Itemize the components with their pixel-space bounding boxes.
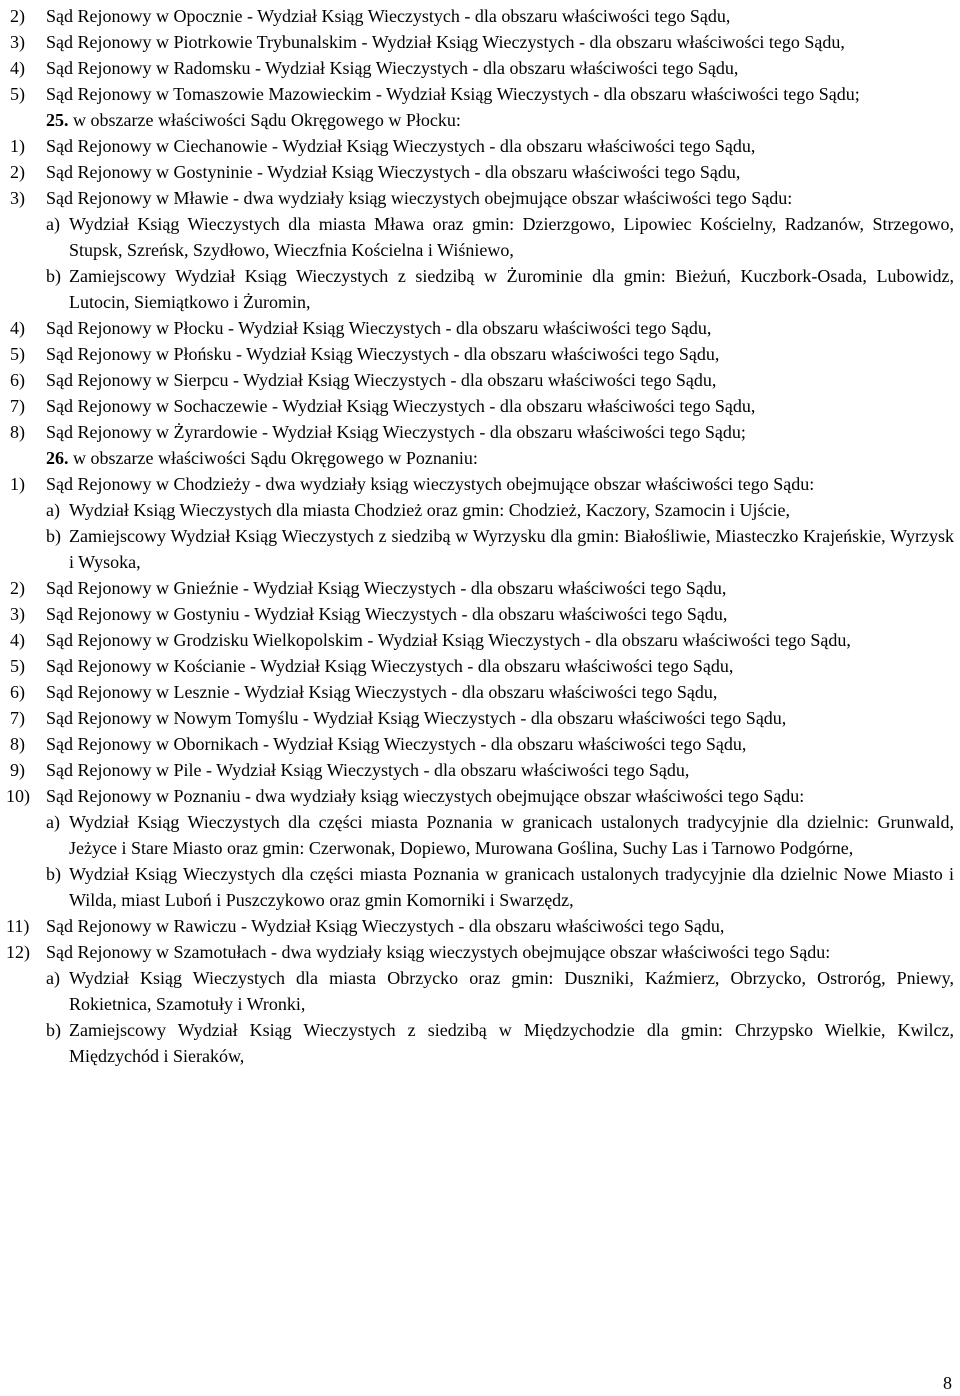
list-item-number: a) [46,812,60,832]
section-heading [10,107,954,133]
list-item [10,133,954,159]
section-number: 25. [46,110,69,130]
list-item-number: b) [46,864,61,884]
list-item [10,185,954,211]
list-item-text: Sąd Rejonowy w Mławie - dwa wydziały ksiąg wieczystych obejmujące obszar właściwości tego Sądu: [46,188,793,208]
list-item-number: 11) [6,916,30,936]
sub-list-item [10,809,954,861]
sub-list-item [10,965,954,1017]
list-item [10,341,954,367]
list-item-number: 1) [10,136,25,156]
list-item [10,81,954,107]
list-item [10,3,954,29]
list-item-text: Sąd Rejonowy w Szamotułach - dwa wydziały ksiąg wieczystych obejmujące obszar właściwości tego Sądu: [46,942,831,962]
list-item-number: 6) [10,370,25,390]
list-item [10,419,954,445]
list-item-number: a) [46,968,60,988]
list-item-text: Sąd Rejonowy w Płocku - Wydział Ksiąg Wieczystych - dla obszaru właściwości tego Sądu, [46,318,712,338]
list-item [6,939,954,965]
list-item-number: 8) [10,734,25,754]
section-heading-text: w obszarze właściwości Sądu Okręgowego w Poznaniu: [73,448,478,468]
list-item-number: 4) [10,630,25,650]
list-item [10,601,954,627]
list-item [6,783,954,809]
list-item-number: 5) [10,344,25,364]
list-item-text: Sąd Rejonowy w Żyrardowie - Wydział Ksiąg Wieczystych - dla obszaru właściwości tego Sądu; [46,422,746,442]
list-item-number: 12) [6,942,30,962]
list-item-number: b) [46,526,61,546]
list-item [10,731,954,757]
list-item-text: Sąd Rejonowy w Grodzisku Wielkopolskim - Wydział Ksiąg Wieczystych - dla obszaru właściwości tego Sądu, [46,630,851,650]
list-item-number: 4) [10,318,25,338]
list-item-number: 3) [10,604,25,624]
document-body [6,3,954,1069]
list-item-text: Sąd Rejonowy w Tomaszowie Mazowieckim - Wydział Ksiąg Wieczystych - dla obszaru właściwości tego Sądu; [46,84,860,104]
list-item-number: 9) [10,760,25,780]
list-item-number: 2) [10,578,25,598]
list-item-text: Zamiejscowy Wydział Ksiąg Wieczystych z siedzibą w Wyrzysku dla gmin: Białośliwie, Miasteczko Krajeńskie, Wyrzysk i Wysoka, [69,526,954,572]
list-item [10,757,954,783]
list-item-text: Sąd Rejonowy w Gostyniu - Wydział Ksiąg Wieczystych - dla obszaru właściwości tego Sądu, [46,604,728,624]
list-item-text: Wydział Ksiąg Wieczystych dla miasta Chodzież oraz gmin: Chodzież, Kaczory, Szamocin i Ujście, [69,500,790,520]
list-item [10,575,954,601]
list-item [10,705,954,731]
list-item-number: 7) [10,708,25,728]
list-item-number: 5) [10,84,25,104]
list-item-text: Sąd Rejonowy w Opocznie - Wydział Ksiąg Wieczystych - dla obszaru właściwości tego Sądu, [46,6,731,26]
list-item-text: Sąd Rejonowy w Płońsku - Wydział Ksiąg Wieczystych - dla obszaru właściwości tego Sądu, [46,344,720,364]
list-item-text: Zamiejscowy Wydział Ksiąg Wieczystych z siedzibą w Międzychodzie dla gmin: Chrzypsko Wielkie, Kwilcz, Międzychód i Sieraków, [69,1020,954,1066]
sub-list-item [10,211,954,263]
list-item-text: Wydział Ksiąg Wieczystych dla miasta Obrzycko oraz gmin: Duszniki, Kaźmierz, Obrzycko, Ostroróg, Pniewy, Rokietnica, Szamotuły i Wronki, [69,968,954,1014]
page-number: 8 [943,1373,952,1393]
list-item-number: b) [46,1020,61,1040]
list-item-text: Sąd Rejonowy w Radomsku - Wydział Ksiąg Wieczystych - dla obszaru właściwości tego Sądu, [46,58,739,78]
list-item-text: Sąd Rejonowy w Sochaczewie - Wydział Ksiąg Wieczystych - dla obszaru właściwości tego Sądu, [46,396,756,416]
list-item-text: Wydział Ksiąg Wieczystych dla części miasta Poznania w granicach ustalonych tradycyjnie dla dzielnic: Grunwald, Jeżyce i Stare Miasto oraz gmin: Czerwonak, Dopiewo, Murowana Goślina, Suchy Las i Tarnowo Podgórne, [69,812,954,858]
list-item-number: 3) [10,32,25,52]
list-item-text: Sąd Rejonowy w Gostyninie - Wydział Ksiąg Wieczystych - dla obszaru właściwości tego Sądu, [46,162,741,182]
list-item-text: Wydział Ksiąg Wieczystych dla części miasta Poznania w granicach ustalonych tradycyjnie dla dzielnic Nowe Miasto i Wilda, miast Luboń i Puszczykowo oraz gmin Komorniki i Swarzędz, [69,864,954,910]
list-item-text: Sąd Rejonowy w Obornikach - Wydział Ksiąg Wieczystych - dla obszaru właściwości tego Sądu, [46,734,747,754]
section-heading [10,445,954,471]
list-item-number: b) [46,266,61,286]
list-item [10,471,954,497]
list-item [10,159,954,185]
list-item-number: a) [46,500,60,520]
list-item [10,367,954,393]
list-item [10,653,954,679]
list-item [10,55,954,81]
sub-list-item [10,263,954,315]
list-item-number: 1) [10,474,25,494]
list-item-number: 2) [10,162,25,182]
list-item-text: Sąd Rejonowy w Piotrkowie Trybunalskim - Wydział Ksiąg Wieczystych - dla obszaru właściwości tego Sądu, [46,32,845,52]
list-item-text: Zamiejscowy Wydział Ksiąg Wieczystych z siedzibą w Żurominie dla gmin: Bieżuń, Kuczbork-Osada, Lubowidz, Lutocin, Siemiątkowo i Żuromin, [69,266,954,312]
list-item-number: 3) [10,188,25,208]
list-item [6,913,954,939]
sub-list-item [10,1017,954,1069]
list-item-text: Sąd Rejonowy w Lesznie - Wydział Ksiąg Wieczystych - dla obszaru właściwości tego Sądu, [46,682,718,702]
list-item-text: Sąd Rejonowy w Gnieźnie - Wydział Ksiąg Wieczystych - dla obszaru właściwości tego Sądu, [46,578,727,598]
section-number: 26. [46,448,69,468]
list-item-number: 6) [10,682,25,702]
list-item-text: Sąd Rejonowy w Nowym Tomyślu - Wydział Ksiąg Wieczystych - dla obszaru właściwości tego Sądu, [46,708,787,728]
list-item [10,29,954,55]
list-item [10,627,954,653]
list-item-text: Sąd Rejonowy w Ciechanowie - Wydział Ksiąg Wieczystych - dla obszaru właściwości tego Sądu, [46,136,756,156]
list-item-text: Sąd Rejonowy w Rawiczu - Wydział Ksiąg Wieczystych - dla obszaru właściwości tego Sądu, [46,916,725,936]
list-item-text: Sąd Rejonowy w Kościanie - Wydział Ksiąg Wieczystych - dla obszaru właściwości tego Sądu, [46,656,734,676]
list-item-text: Wydział Ksiąg Wieczystych dla miasta Mława oraz gmin: Dzierzgowo, Lipowiec Kościelny, Radzanów, Strzegowo, Stupsk, Szreńsk, Szydłowo, Wieczfnia Kościelna i Wiśniewo, [69,214,954,260]
list-item-text: Sąd Rejonowy w Sierpcu - Wydział Ksiąg Wieczystych - dla obszaru właściwości tego Sądu, [46,370,717,390]
list-item [10,393,954,419]
list-item-number: 2) [10,6,25,26]
list-item-number: 8) [10,422,25,442]
sub-list-item [10,523,954,575]
list-item-text: Sąd Rejonowy w Pile - Wydział Ksiąg Wieczystych - dla obszaru właściwości tego Sądu, [46,760,690,780]
list-item-text: Sąd Rejonowy w Poznaniu - dwa wydziały ksiąg wieczystych obejmujące obszar właściwości tego Sądu: [46,786,805,806]
sub-list-item [10,497,954,523]
list-item-number: 7) [10,396,25,416]
section-heading-text: w obszarze właściwości Sądu Okręgowego w Płocku: [73,110,461,130]
list-item-text: Sąd Rejonowy w Chodzieży - dwa wydziały ksiąg wieczystych obejmujące obszar właściwości tego Sądu: [46,474,815,494]
list-item-number: 10) [6,786,30,806]
sub-list-item [10,861,954,913]
list-item-number: a) [46,214,60,234]
list-item [10,315,954,341]
list-item-number: 5) [10,656,25,676]
list-item [10,679,954,705]
list-item-number: 4) [10,58,25,78]
